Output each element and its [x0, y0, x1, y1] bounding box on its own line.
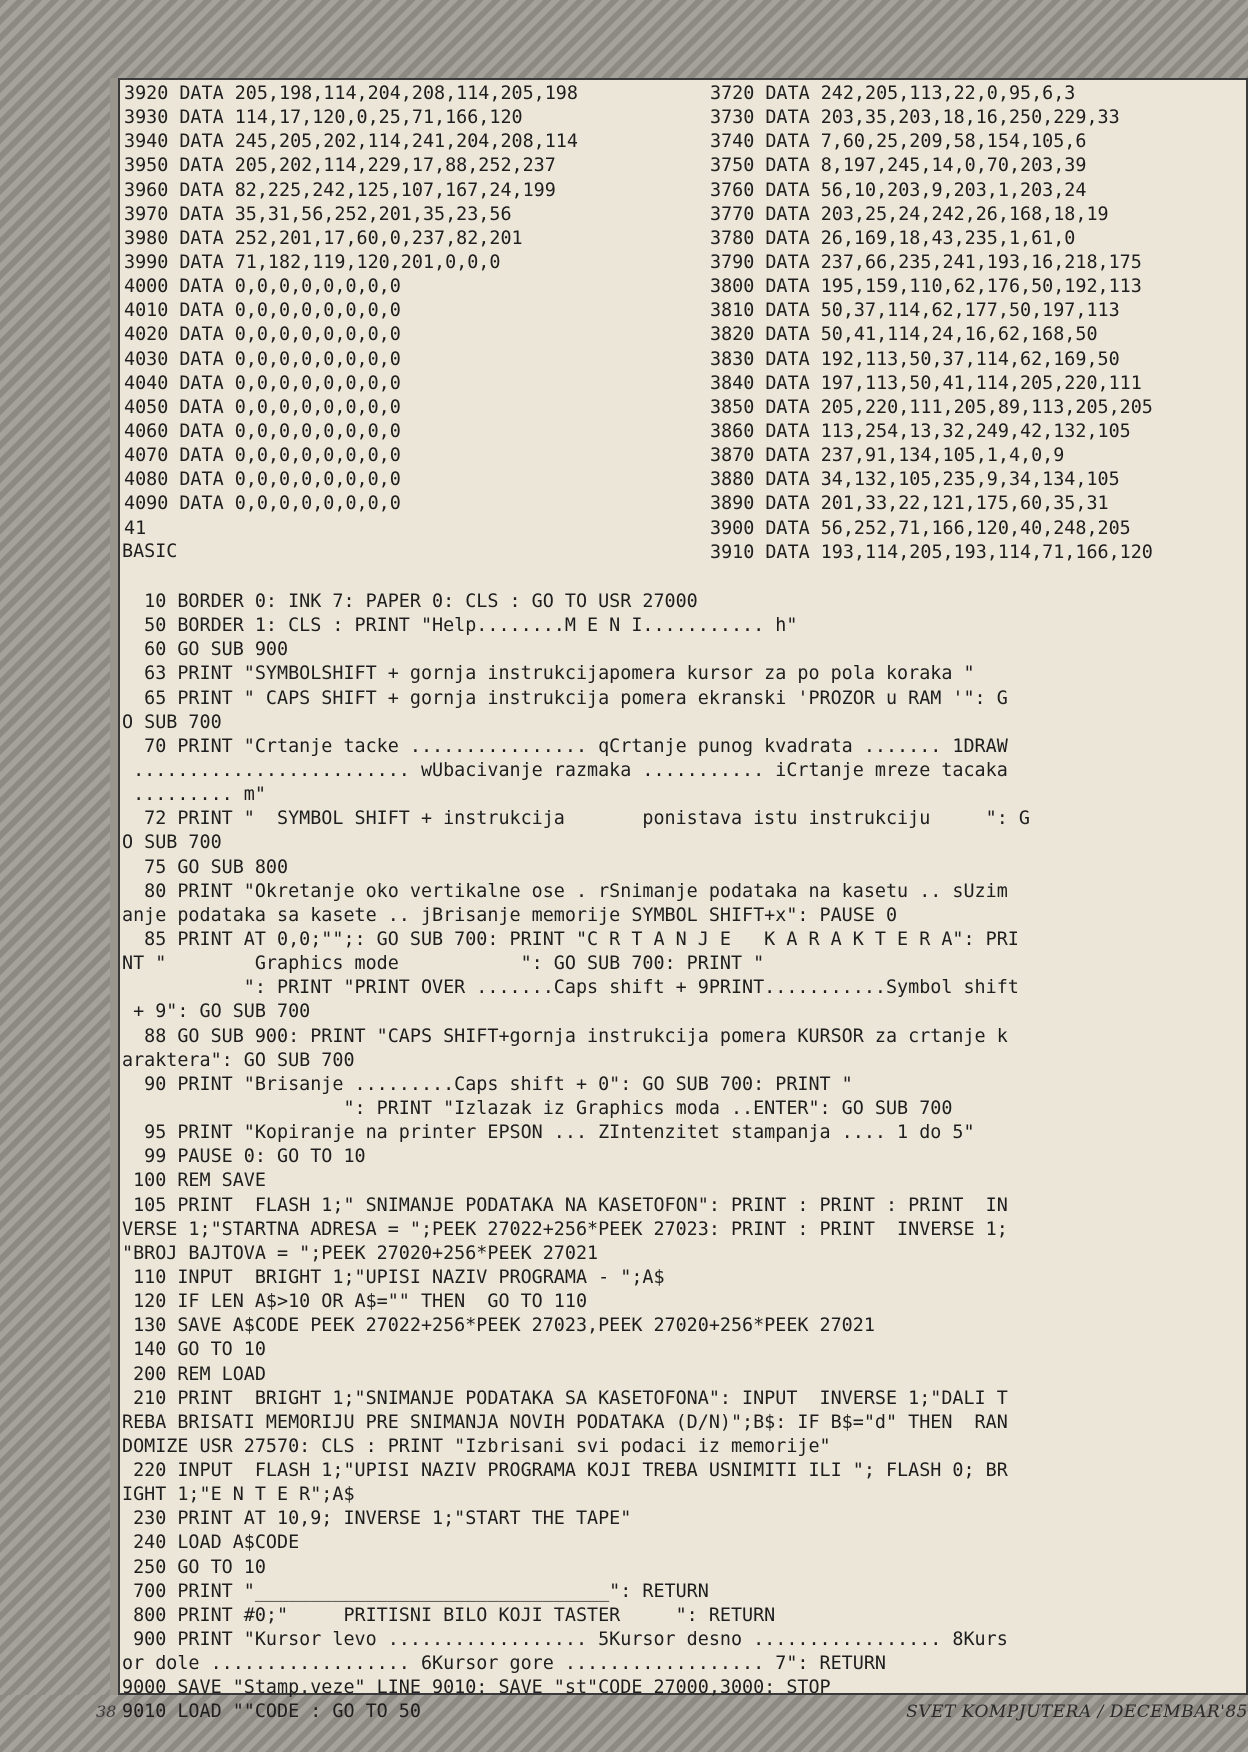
data-line: 4000 DATA 0,0,0,0,0,0,0,0 — [124, 276, 401, 298]
code-line: 140 GO TO 10 — [122, 1339, 266, 1361]
code-line: 110 INPUT BRIGHT 1;"UPISI NAZIV PROGRAMA - ";A$ — [122, 1266, 665, 1288]
data-line: 4080 DATA 0,0,0,0,0,0,0,0 — [124, 469, 401, 491]
data-column-left — [124, 82, 578, 541]
data-column-right — [710, 82, 1153, 565]
code-line: 85 PRINT AT 0,0;"";: GO SUB 700: PRINT "C R T A N J E K A R A K T E R A": PRI — [122, 928, 1019, 950]
data-line: 3820 DATA 50,41,114,24,16,62,168,50 — [710, 324, 1098, 346]
data-line: 3740 DATA 7,60,25,209,58,154,105,6 — [710, 131, 1087, 153]
code-line: 63 PRINT "SYMBOLSHIFT + gornja instrukcijapomera kursor za po pola koraka " — [122, 663, 975, 685]
data-line: 3960 DATA 82,225,242,125,107,167,24,199 — [124, 179, 556, 201]
code-line: "BROJ BAJTOVA = ";PEEK 27020+256*PEEK 27021 — [122, 1242, 599, 1264]
code-line: O SUB 700 — [122, 711, 222, 733]
code-line: or dole .................. 6Kursor gore .................. 7": RETURN — [122, 1653, 886, 1675]
data-line: 3810 DATA 50,37,114,62,177,50,197,113 — [710, 300, 1120, 322]
code-line: 65 PRINT " CAPS SHIFT + gornja instrukcija pomera ekranski 'PROZOR u RAM '": G — [122, 687, 1008, 709]
code-line: 75 GO SUB 800 — [122, 856, 289, 878]
data-line: 3940 DATA 245,205,202,114,241,204,208,114 — [124, 131, 578, 153]
data-line: 3970 DATA 35,31,56,252,201,35,23,56 — [124, 203, 512, 225]
data-line: 3800 DATA 195,159,110,62,176,50,192,113 — [710, 276, 1142, 298]
data-line: 3900 DATA 56,252,71,166,120,40,248,205 — [710, 517, 1131, 539]
code-line: + 9": GO SUB 700 — [122, 1001, 311, 1023]
code-line: 130 SAVE A$CODE PEEK 27022+256*PEEK 27023,PEEK 27020+256*PEEK 27021 — [122, 1315, 875, 1337]
code-line: ": PRINT "PRINT OVER .......Caps shift + 9PRINT...........Symbol shift — [122, 977, 1019, 999]
data-line: 4030 DATA 0,0,0,0,0,0,0,0 — [124, 348, 401, 370]
code-line: 120 IF LEN A$>10 OR A$="" THEN GO TO 110 — [122, 1291, 588, 1313]
code-line: 250 GO TO 10 — [122, 1556, 266, 1578]
code-line: 100 REM SAVE — [122, 1170, 266, 1192]
data-line: 3880 DATA 34,132,105,235,9,34,134,105 — [710, 469, 1120, 491]
code-line: 900 PRINT "Kursor levo .................. 5Kursor desno ................. 8Kurs — [122, 1629, 1008, 1651]
code-line: araktera": GO SUB 700 — [122, 1049, 355, 1071]
code-line: 88 GO SUB 900: PRINT "CAPS SHIFT+gornja instrukcija pomera KURSOR za crtanje k — [122, 1025, 1008, 1047]
code-line: 50 BORDER 1: CLS : PRINT "Help........M E N I........... h" — [122, 615, 798, 637]
data-line: 3930 DATA 114,17,120,0,25,71,166,120 — [124, 107, 523, 129]
code-line: 240 LOAD A$CODE — [122, 1532, 300, 1554]
data-line: 3830 DATA 192,113,50,37,114,62,169,50 — [710, 348, 1120, 370]
data-line: 3990 DATA 71,182,119,120,201,0,0,0 — [124, 251, 501, 273]
code-line: 95 PRINT "Kopiranje na printer EPSON ... ZIntenzitet stampanja .... 1 do 5" — [122, 1122, 975, 1144]
code-line: 80 PRINT "Okretanje oko vertikalne ose . rSnimanje podataka na kasetu .. sUzim — [122, 880, 1008, 902]
code-line: ......... m" — [122, 784, 266, 806]
data-line: 3760 DATA 56,10,203,9,203,1,203,24 — [710, 179, 1087, 201]
data-line: 3780 DATA 26,169,18,43,235,1,61,0 — [710, 227, 1076, 249]
code-line: 9010 LOAD ""CODE : GO TO 50 — [122, 1701, 421, 1723]
page-number: 38 — [96, 1702, 117, 1721]
data-line: 4070 DATA 0,0,0,0,0,0,0,0 — [124, 445, 401, 467]
data-line: 4090 DATA 0,0,0,0,0,0,0,0 — [124, 493, 401, 515]
data-line: 41 — [124, 517, 147, 539]
code-line: 90 PRINT "Brisanje .........Caps shift + 0": GO SUB 700: PRINT " — [122, 1073, 853, 1095]
code-line: DOMIZE USR 27570: CLS : PRINT "Izbrisani svi podaci iz memorije" — [122, 1435, 831, 1457]
code-line: 220 INPUT FLASH 1;"UPISI NAZIV PROGRAMA KOJI TREBA USNIMITI ILI "; FLASH 0; BR — [122, 1460, 1008, 1482]
code-line: O SUB 700 — [122, 832, 222, 854]
code-line: 200 REM LOAD — [122, 1363, 266, 1385]
data-line: 4060 DATA 0,0,0,0,0,0,0,0 — [124, 420, 401, 442]
magazine-footer: SVET KOMPJUTERA / DECEMBAR'85 — [906, 1702, 1248, 1722]
data-line: 3870 DATA 237,91,134,105,1,4,0,9 — [710, 445, 1065, 467]
code-line: NT " Graphics mode ": GO SUB 700: PRINT " — [122, 953, 765, 975]
data-line: 3840 DATA 197,113,50,41,114,205,220,111 — [710, 372, 1142, 394]
code-line: VERSE 1;"STARTNA ADRESA = ";PEEK 27022+256*PEEK 27023: PRINT : PRINT INVERSE 1; — [122, 1218, 1008, 1240]
magazine-left-edge — [0, 0, 110, 1752]
data-line: 3750 DATA 8,197,245,14,0,70,203,39 — [710, 155, 1087, 177]
magazine-top-edge — [0, 0, 1248, 78]
data-line: 4050 DATA 0,0,0,0,0,0,0,0 — [124, 396, 401, 418]
data-line: 3720 DATA 242,205,113,22,0,95,6,3 — [710, 83, 1076, 104]
data-line: 3910 DATA 193,114,205,193,114,71,166,120 — [710, 541, 1153, 563]
data-line: 4040 DATA 0,0,0,0,0,0,0,0 — [124, 372, 401, 394]
data-line: 3890 DATA 201,33,22,121,175,60,35,31 — [710, 493, 1109, 515]
data-line: 3770 DATA 203,25,24,242,26,168,18,19 — [710, 203, 1109, 225]
data-line: 3850 DATA 205,220,111,205,89,113,205,205 — [710, 396, 1153, 418]
code-line: 72 PRINT " SYMBOL SHIFT + instrukcija ponistava istu instrukciju ": G — [122, 808, 1030, 830]
data-line: 3730 DATA 203,35,203,18,16,250,229,33 — [710, 107, 1120, 129]
data-line: 3860 DATA 113,254,13,32,249,42,132,105 — [710, 420, 1131, 442]
data-line: 4010 DATA 0,0,0,0,0,0,0,0 — [124, 300, 401, 322]
code-line: 10 BORDER 0: INK 7: PAPER 0: CLS : GO TO USR 27000 — [122, 591, 698, 612]
code-line: REBA BRISATI MEMORIJU PRE SNIMANJA NOVIH PODATAKA (D/N)";B$: IF B$="d" THEN RAN — [122, 1411, 1008, 1433]
code-line: ": PRINT "Izlazak iz Graphics moda ..ENTER": GO SUB 700 — [122, 1097, 953, 1119]
code-line: 70 PRINT "Crtanje tacke ................ qCrtanje punog kvadrata ....... 1DRAW — [122, 735, 1008, 757]
data-line: 3980 DATA 252,201,17,60,0,237,82,201 — [124, 227, 523, 249]
code-line: anje podataka sa kasete .. jBrisanje memorije SYMBOL SHIFT+x": PAUSE 0 — [122, 904, 898, 926]
code-line: 700 PRINT "________________________________": RETURN — [122, 1580, 709, 1602]
code-line: 800 PRINT #0;" PRITISNI BILO KOJI TASTER ": RETURN — [122, 1604, 776, 1626]
data-line: 3920 DATA 205,198,114,204,208,114,205,198 — [124, 83, 578, 104]
code-line: 230 PRINT AT 10,9; INVERSE 1;"START THE TAPE" — [122, 1508, 632, 1530]
basic-heading: BASIC — [122, 541, 178, 562]
data-line: 4020 DATA 0,0,0,0,0,0,0,0 — [124, 324, 401, 346]
code-line: 9000 SAVE "Stamp.veze" LINE 9010: SAVE "st"CODE 27000,3000: STOP — [122, 1677, 831, 1699]
code-line: 210 PRINT BRIGHT 1;"SNIMANJE PODATAKA SA KASETOFONA": INPUT INVERSE 1;"DALI T — [122, 1387, 1008, 1409]
data-line: 3790 DATA 237,66,235,241,193,16,218,175 — [710, 251, 1142, 273]
data-line: 3950 DATA 205,202,114,229,17,88,252,237 — [124, 155, 556, 177]
code-line: 60 GO SUB 900 — [122, 639, 289, 661]
code-line: ......................... wUbacivanje razmaka ........... iCrtanje mreze tacaka — [122, 759, 1008, 781]
code-line: IGHT 1;"E N T E R";A$ — [122, 1484, 355, 1506]
code-line: 105 PRINT FLASH 1;" SNIMANJE PODATAKA NA KASETOFON": PRINT : PRINT : PRINT IN — [122, 1194, 1008, 1216]
code-line: 99 PAUSE 0: GO TO 10 — [122, 1146, 366, 1168]
basic-listing — [122, 590, 1246, 1725]
